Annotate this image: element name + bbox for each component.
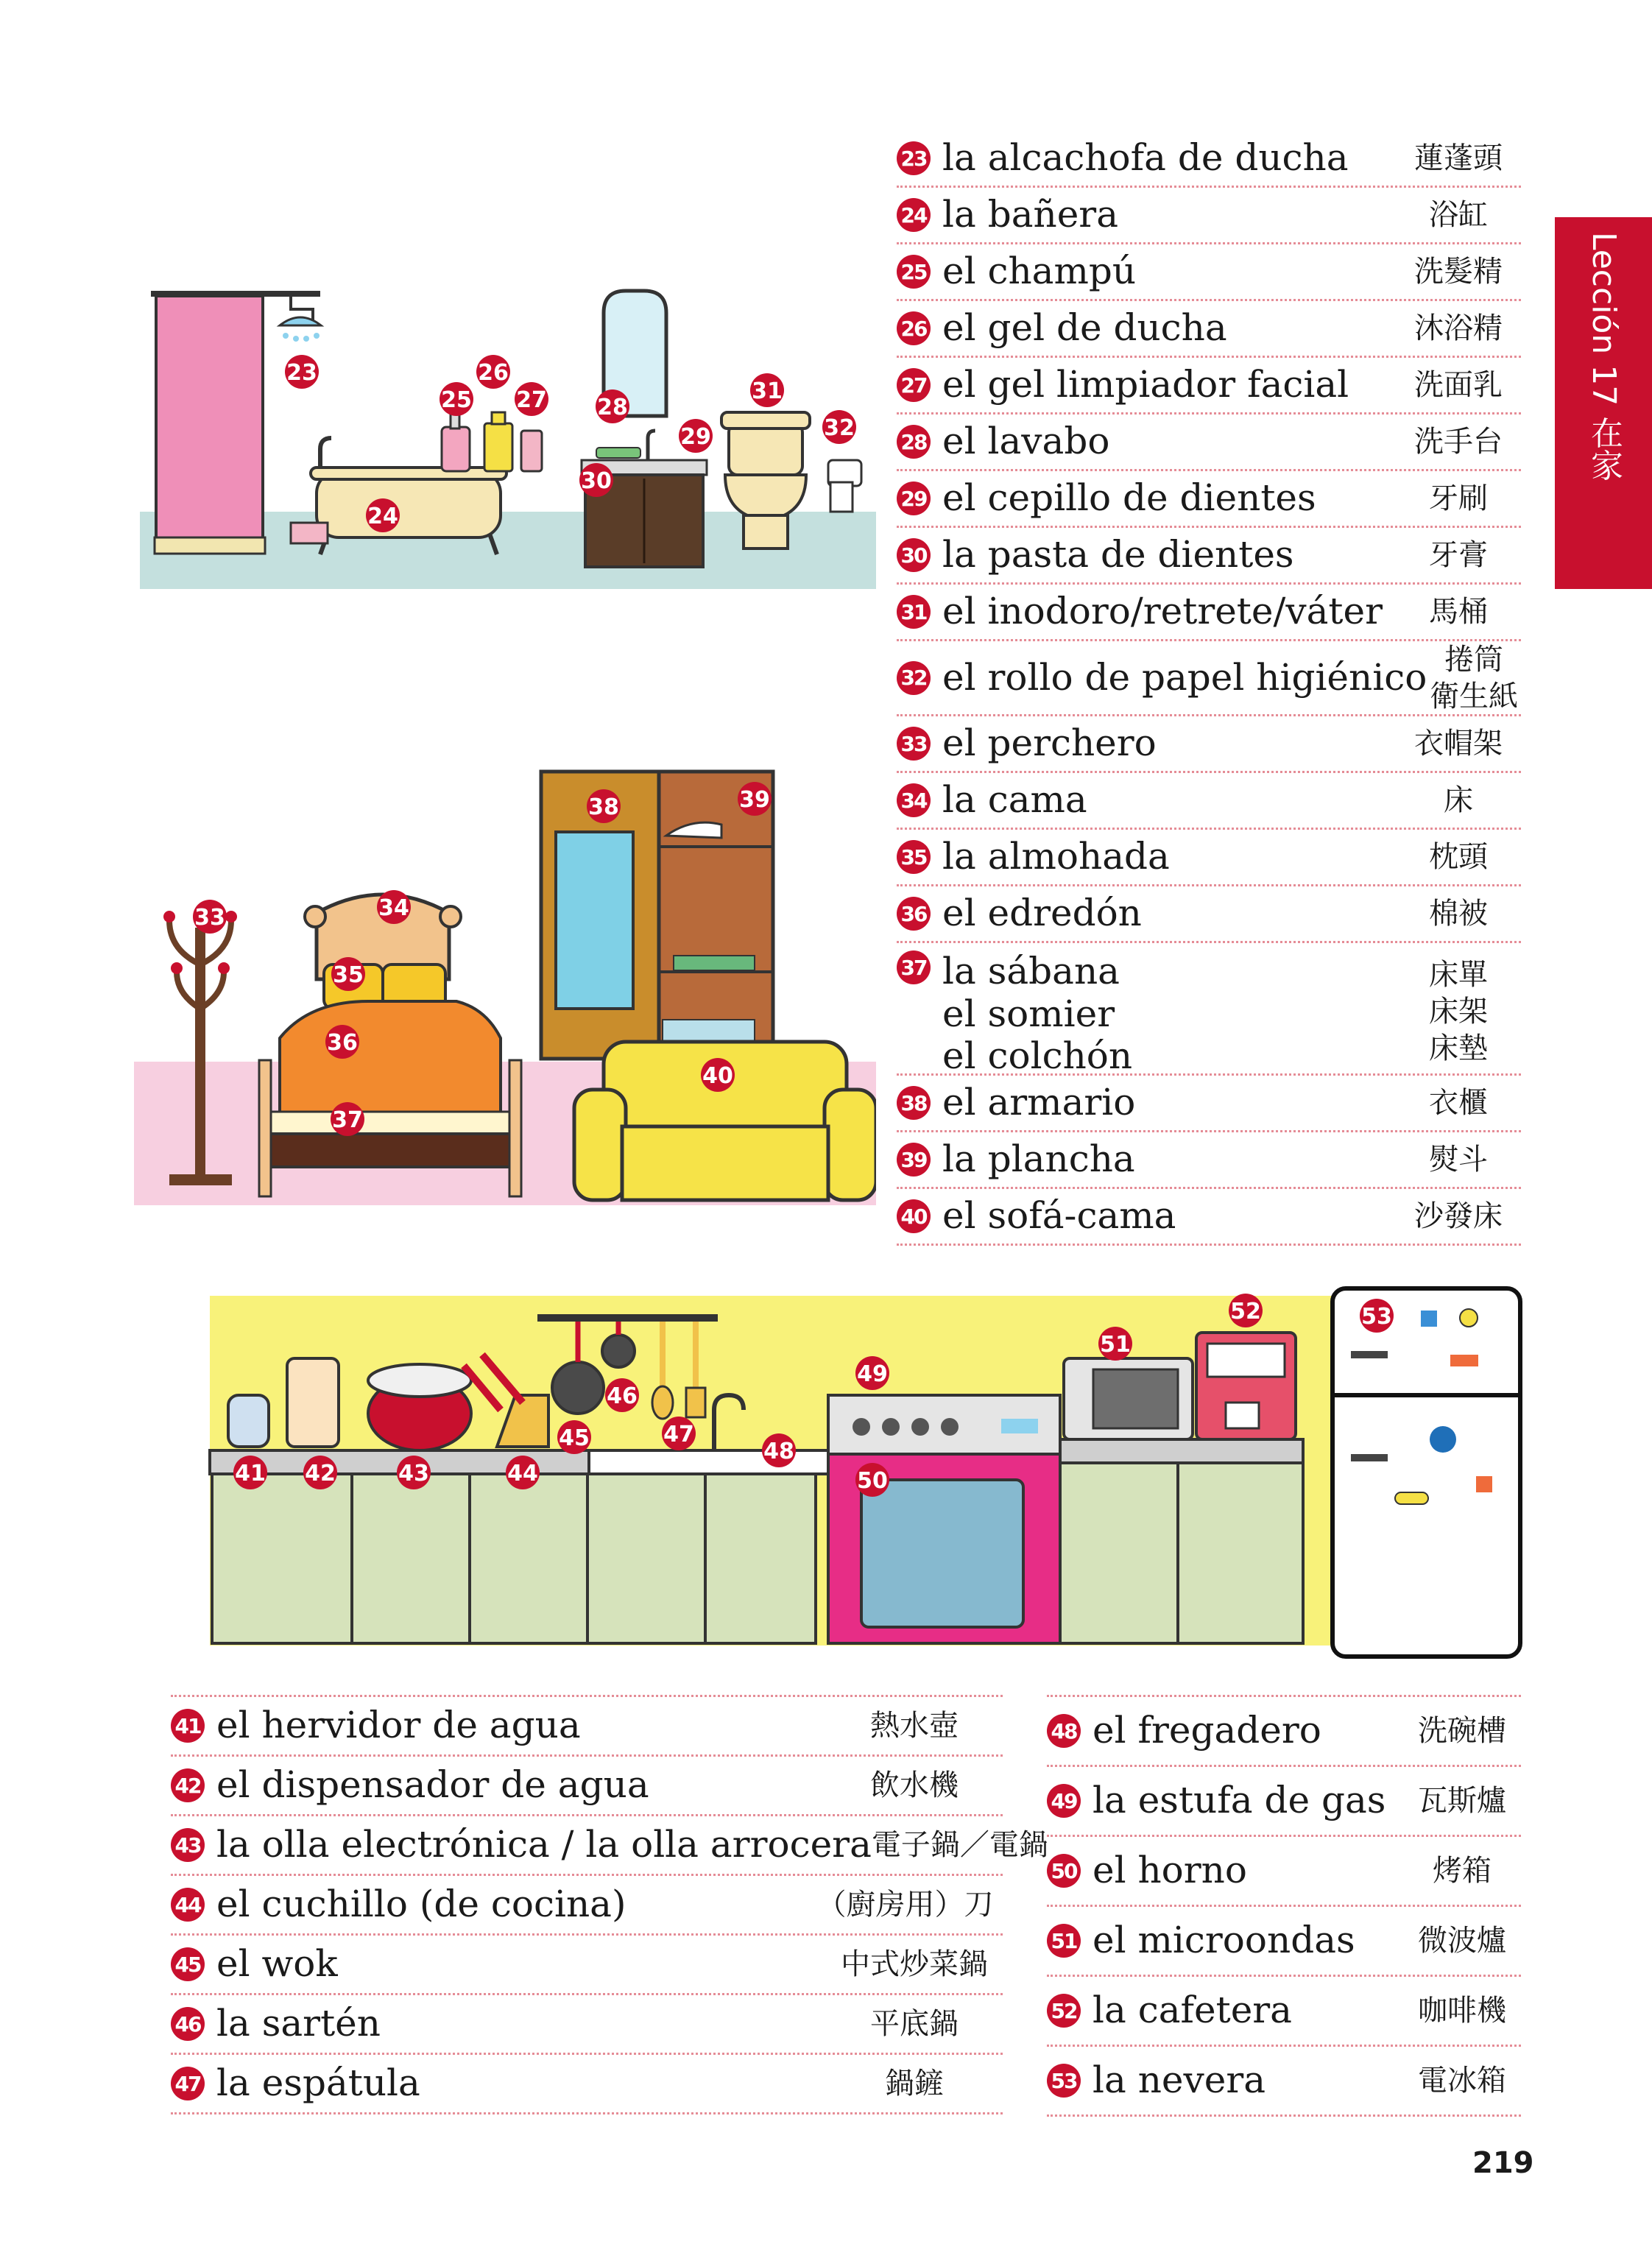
vocab-row — [1047, 1977, 1521, 2047]
badge-50: 50 — [857, 1468, 888, 1494]
vocab-row — [1047, 1907, 1521, 1977]
badge-37: 37 — [332, 1107, 363, 1133]
vocab-number: 53 — [1047, 2064, 1081, 2098]
badge-47: 47 — [663, 1422, 694, 1447]
kitchen-illustration — [206, 1285, 1524, 1660]
vocab-spanish-line: la sábana — [942, 950, 1120, 992]
vocab-number: 30 — [897, 538, 931, 572]
vocab-chinese-line: 床架 — [1429, 995, 1488, 1029]
vocab-row — [1047, 1837, 1521, 1907]
vocab-row — [1047, 1697, 1521, 1767]
vocab-spanish-line: el colchón — [942, 1034, 1133, 1077]
badge-32: 32 — [824, 415, 855, 441]
vocab-spanish: el armario — [942, 1081, 1136, 1124]
vocab-chinese: 浴缸 — [1429, 198, 1488, 232]
vocab-row — [897, 830, 1521, 886]
kitchen-vocab-list-right — [1047, 1695, 1521, 2117]
vocab-spanish: el cepillo de dientes — [942, 476, 1316, 520]
vocab-spanish: el gel de ducha — [942, 306, 1227, 350]
vocab-chinese: 床 — [1444, 783, 1473, 817]
vocab-chinese: 衣櫃 — [1429, 1086, 1488, 1120]
vocab-spanish: la bañera — [942, 193, 1119, 236]
vocab-chinese: 熱水壺 — [870, 1709, 959, 1743]
badge-34: 34 — [378, 895, 409, 921]
vocab-row — [171, 2055, 1003, 2114]
vocab-number: 52 — [1047, 1994, 1081, 2028]
vocab-row — [897, 585, 1521, 641]
vocab-number: 29 — [897, 482, 931, 515]
vocab-chinese-line: 床墊 — [1429, 1031, 1488, 1065]
vocab-row — [897, 773, 1521, 830]
vocab-spanish: el rollo de papel higiénico — [942, 655, 1427, 699]
vocab-row — [897, 1189, 1521, 1246]
vocab-row — [897, 1076, 1521, 1132]
badge-46: 46 — [607, 1383, 638, 1409]
vocab-spanish: el perchero — [942, 722, 1157, 765]
vocab-number: 45 — [171, 1947, 205, 1981]
vocab-chinese: 棉被 — [1429, 897, 1488, 931]
vocab-number: 26 — [897, 311, 931, 345]
vocab-row — [897, 886, 1521, 943]
vocab-chinese: 電子鍋／電鍋 — [871, 1828, 1048, 1862]
lesson-tab — [1555, 217, 1652, 589]
vocab-chinese: 衣帽架 — [1414, 727, 1503, 761]
vocab-number: 31 — [897, 595, 931, 629]
vocab-spanish: el edredón — [942, 892, 1142, 935]
vocab-spanish: la cama — [942, 778, 1087, 822]
vocab-number: 36 — [897, 897, 931, 931]
vocab-chinese: 鍋鏟 — [885, 2067, 944, 2100]
vocab-number: 35 — [897, 840, 931, 874]
vocab-row — [171, 1757, 1003, 1816]
kitchen-vocab-list-left — [171, 1695, 1048, 2117]
vocab-chinese: 飲水機 — [870, 1768, 959, 1802]
vocab-row — [171, 1936, 1003, 1995]
vocab-number: 32 — [897, 661, 931, 695]
vocab-row — [171, 1697, 1003, 1757]
badge-49: 49 — [857, 1361, 888, 1387]
vocab-number: 50 — [1047, 1854, 1081, 1888]
vocab-row — [897, 1132, 1521, 1189]
badge-40: 40 — [702, 1063, 733, 1089]
vocab-number: 23 — [897, 141, 931, 175]
vocab-chinese: 洗髮精 — [1414, 255, 1503, 289]
badge-27: 27 — [516, 387, 547, 413]
vocab-number: 44 — [171, 1888, 205, 1922]
vocab-chinese: 烤箱 — [1433, 1854, 1492, 1888]
vocab-spanish: el hervidor de agua — [216, 1704, 581, 1747]
badge-43: 43 — [398, 1461, 429, 1486]
badge-26: 26 — [478, 360, 509, 386]
vocab-number: 38 — [897, 1086, 931, 1120]
vocab-row — [171, 1995, 1003, 2055]
vocab-number: 34 — [897, 783, 931, 817]
badge-35: 35 — [333, 962, 364, 988]
vocab-chinese: 牙刷 — [1429, 482, 1488, 515]
vocab-chinese: 平底鍋 — [870, 2007, 959, 2041]
vocab-number: 25 — [897, 255, 931, 289]
vocab-spanish: la almohada — [942, 835, 1170, 878]
vocab-spanish: la olla electrónica / la olla arrocera — [216, 1823, 872, 1866]
badge-31: 31 — [752, 378, 783, 404]
badge-23: 23 — [286, 360, 317, 386]
vocab-spanish: la sartén — [216, 2002, 381, 2045]
vocab-row — [897, 244, 1521, 301]
vocab-row — [897, 415, 1521, 471]
vocab-number: 49 — [1047, 1784, 1081, 1818]
vocab-number: 28 — [897, 425, 931, 459]
badge-28: 28 — [597, 395, 628, 420]
page-number: 219 — [1472, 2146, 1534, 2180]
bathroom-bedroom-vocab-list — [897, 131, 1521, 1250]
vocab-chinese: 沙發床 — [1414, 1199, 1503, 1233]
vocab-spanish: el dispensador de agua — [216, 1763, 649, 1807]
vocab-chinese: 沐浴精 — [1414, 311, 1503, 345]
vocab-number: 47 — [171, 2067, 205, 2100]
bathroom-illustration — [140, 280, 876, 589]
vocab-spanish: el lavabo — [942, 420, 1110, 463]
badge-52: 52 — [1230, 1299, 1261, 1324]
badge-36: 36 — [327, 1030, 358, 1056]
vocab-chinese: 電冰箱 — [1418, 2064, 1506, 2098]
vocab-row — [897, 471, 1521, 528]
vocab-row — [897, 301, 1521, 358]
vocab-chinese: 洗碗槽 — [1418, 1714, 1506, 1748]
badge-44: 44 — [507, 1461, 538, 1486]
vocab-chinese: 洗手台 — [1414, 425, 1503, 459]
vocab-spanish: el cuchillo (de cocina) — [216, 1883, 626, 1926]
vocab-chinese-line: 衛生紙 — [1430, 679, 1519, 713]
vocab-number: 48 — [1047, 1714, 1081, 1748]
vocab-chinese: （廚房用）刀 — [816, 1888, 994, 1922]
vocab-row — [897, 528, 1521, 585]
vocab-spanish: la alcachofa de ducha — [942, 136, 1349, 180]
vocab-spanish: la cafetera — [1092, 1989, 1292, 2032]
badge-51: 51 — [1100, 1332, 1131, 1358]
badge-24: 24 — [367, 504, 398, 529]
vocab-chinese-line: 床單 — [1429, 958, 1488, 992]
vocab-number: 43 — [171, 1828, 205, 1862]
vocab-spanish: la pasta de dientes — [942, 533, 1294, 576]
lesson-tab-label: Lección 17 在家 — [1585, 232, 1623, 482]
vocab-number: 27 — [897, 368, 931, 402]
vocab-spanish: el microondas — [1092, 1919, 1355, 1962]
badge-45: 45 — [559, 1425, 590, 1451]
vocab-number: 24 — [897, 198, 931, 232]
badge-33: 33 — [194, 905, 225, 931]
vocab-chinese: 熨斗 — [1429, 1143, 1488, 1177]
vocab-row — [897, 188, 1521, 244]
vocab-row — [1047, 2047, 1521, 2117]
vocab-spanish: el horno — [1092, 1849, 1247, 1892]
vocab-spanish: el gel limpiador facial — [942, 363, 1349, 406]
vocab-spanish: el wok — [216, 1942, 338, 1986]
vocab-chinese-line: 捲筒 — [1444, 642, 1504, 677]
vocab-row — [171, 1816, 1048, 1876]
vocab-row — [897, 641, 1521, 716]
vocab-chinese: 馬桶 — [1429, 595, 1488, 629]
bedroom-illustration — [133, 766, 876, 1207]
vocab-number: 39 — [897, 1143, 931, 1177]
vocab-number: 42 — [171, 1768, 205, 1802]
vocab-chinese: 中式炒菜鍋 — [841, 1947, 988, 1981]
vocab-chinese: 瓦斯爐 — [1418, 1784, 1506, 1818]
vocab-spanish: el inodoro/retrete/váter — [942, 590, 1383, 633]
vocab-number: 41 — [171, 1709, 205, 1743]
vocab-row — [897, 943, 1521, 1076]
vocab-spanish: la nevera — [1092, 2059, 1266, 2102]
vocab-spanish: la plancha — [942, 1137, 1135, 1181]
badge-29: 29 — [680, 424, 711, 450]
vocab-spanish: el fregadero — [1092, 1709, 1321, 1752]
badge-53: 53 — [1361, 1304, 1392, 1330]
vocab-number: 46 — [171, 2007, 205, 2041]
vocab-spanish — [942, 950, 1396, 1078]
badge-38: 38 — [588, 794, 619, 820]
vocab-row — [897, 358, 1521, 415]
vocab-spanish-line: el somier — [942, 992, 1115, 1035]
badge-30: 30 — [581, 468, 612, 494]
vocab-spanish: el sofá-cama — [942, 1194, 1176, 1238]
badge-48: 48 — [763, 1439, 794, 1464]
vocab-chinese: 微波爐 — [1418, 1924, 1506, 1958]
vocab-spanish: la espátula — [216, 2061, 420, 2105]
vocab-chinese: 咖啡機 — [1418, 1994, 1506, 2028]
vocab-number: 40 — [897, 1199, 931, 1233]
vocab-chinese — [1396, 950, 1521, 1067]
vocab-chinese — [1427, 641, 1521, 715]
vocab-number: 33 — [897, 727, 931, 761]
vocab-spanish: el champú — [942, 250, 1137, 293]
badge-42: 42 — [305, 1461, 336, 1486]
badge-41: 41 — [235, 1461, 266, 1486]
vocab-chinese: 蓮蓬頭 — [1414, 141, 1503, 175]
vocab-chinese: 洗面乳 — [1414, 368, 1503, 402]
vocab-chinese: 牙膏 — [1429, 538, 1488, 572]
vocab-row — [1047, 1767, 1521, 1837]
vocab-row — [897, 131, 1521, 188]
vocab-number: 37 — [897, 950, 931, 984]
vocab-number: 51 — [1047, 1924, 1081, 1958]
vocab-spanish: la estufa de gas — [1092, 1779, 1386, 1822]
vocab-row — [171, 1876, 1003, 1936]
vocab-chinese: 枕頭 — [1429, 840, 1488, 874]
vocab-row — [897, 716, 1521, 773]
badge-39: 39 — [739, 787, 770, 813]
badge-25: 25 — [441, 387, 472, 413]
